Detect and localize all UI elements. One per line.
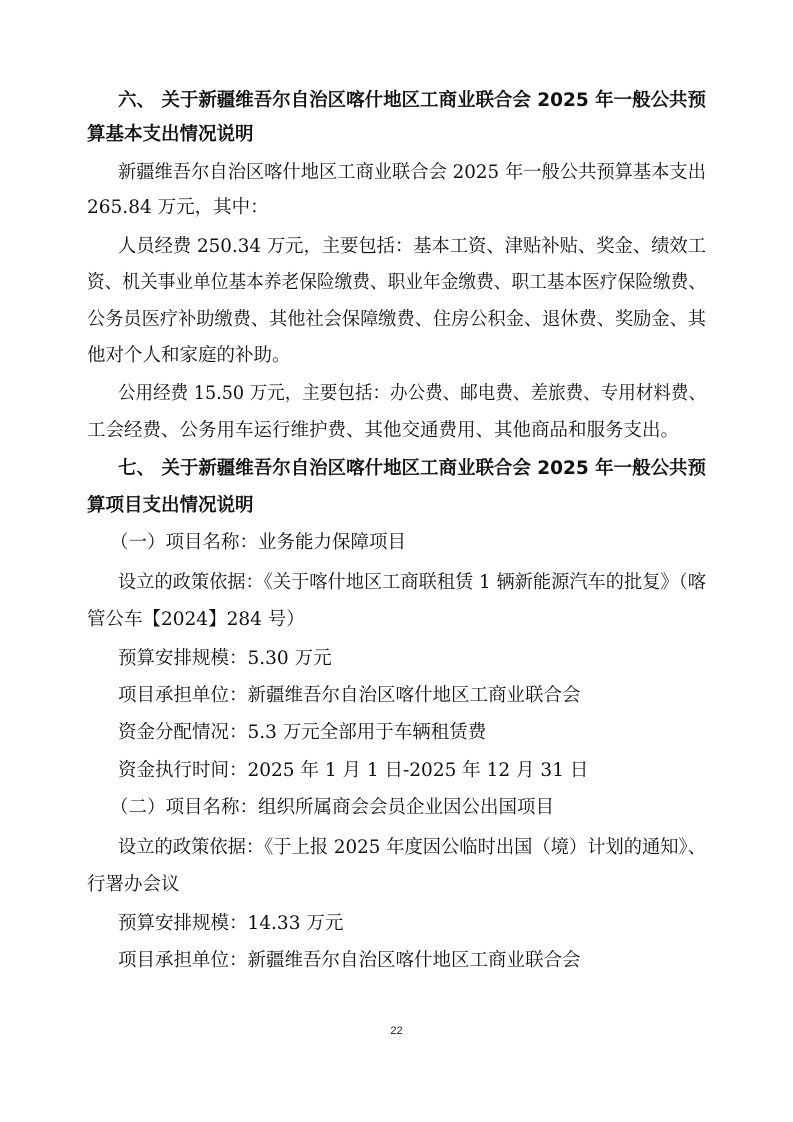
project1-basis-line2 (0, 603, 793, 637)
section6-public-line1 (0, 377, 793, 411)
section7-heading-line1 (0, 452, 793, 486)
section6-summary-line2 (0, 191, 793, 225)
paragraph-text: 项目承担单位：新疆维吾尔自治区喀什地区工商业联合会 (118, 950, 581, 971)
section6-heading-line2 (0, 118, 793, 152)
section7-heading-text: 算项目支出情况说明 (87, 495, 254, 516)
section6-summary-line1 (0, 156, 793, 190)
project1-allocation-line (0, 716, 793, 750)
paragraph-text: 资、机关事业单位基本养老保险缴费、职业年金缴费、职工基本医疗保险缴费、 (87, 272, 707, 293)
paragraph-text: 项目承担单位：新疆维吾尔自治区喀什地区工商业联合会 (118, 685, 581, 706)
section6-personnel-line3 (0, 303, 793, 337)
section6-personnel-line4 (0, 339, 793, 373)
section6-heading-text: 六、 关于新疆维吾尔自治区喀什地区工商业联合会 2025 年一般公共预 (118, 90, 707, 111)
project2-basis-line1 (0, 831, 793, 865)
project1-period-line (0, 754, 793, 788)
paragraph-text: 资金执行时间：2025 年 1 月 1 日-2025 年 12 月 31 日 (118, 760, 589, 781)
project2-name-line (0, 791, 793, 825)
section6-personnel-line2 (0, 266, 793, 300)
paragraph-text: 管公车【2024】284 号） (87, 609, 305, 630)
project1-scale-line (0, 642, 793, 676)
project-name: （二）项目名称：组织所属商会会员企业因公出国项目 (110, 797, 555, 818)
section6-public-line2 (0, 414, 793, 448)
project2-unit-line (0, 944, 793, 978)
project1-unit-line (0, 679, 793, 713)
page-number: 22 (390, 1025, 403, 1037)
paragraph-text: 资金分配情况：5.3 万元全部用于车辆租赁费 (118, 722, 487, 743)
paragraph-text: 265.84 万元，其中： (87, 197, 269, 218)
section6-personnel-line1 (0, 230, 793, 264)
project1-basis-line1 (0, 566, 793, 600)
project1-name-line (0, 526, 793, 560)
paragraph-text: 预算安排规模：14.33 万元 (118, 913, 344, 934)
section7-heading-line2 (0, 489, 793, 523)
paragraph-text: 行署办会议 (87, 874, 180, 895)
section6-heading-text: 算基本支出情况说明 (87, 124, 254, 145)
paragraph-text: 工会经费、公务用车运行维护费、其他交通费用、其他商品和服务支出。 (87, 420, 680, 441)
project2-scale-line (0, 907, 793, 941)
paragraph-text: 设立的政策依据：《于上报 2025 年度因公临时出国（境）计划的通知》、 (118, 837, 706, 858)
section7-heading-text: 七、 关于新疆维吾尔自治区喀什地区工商业联合会 2025 年一般公共预 (118, 458, 707, 479)
paragraph-text: 预算安排规模：5.30 万元 (118, 648, 332, 669)
project2-basis-line2 (0, 868, 793, 902)
paragraph-text: 公务员医疗补助缴费、其他社会保障缴费、住房公积金、退休费、奖励金、其 (87, 309, 707, 330)
paragraph-text: 新疆维吾尔自治区喀什地区工商业联合会 2025 年一般公共预算基本支出 (118, 162, 706, 183)
paragraph-text: 人员经费 250.34 万元，主要包括：基本工资、津贴补贴、奖金、绩效工 (118, 236, 707, 257)
paragraph-text: 他对个人和家庭的补助。 (87, 345, 291, 366)
paragraph-text: 设立的政策依据：《关于喀什地区工商联租赁 1 辆新能源汽车的批复》（喀 (118, 572, 706, 593)
project-name: （一）项目名称：业务能力保障项目 (110, 532, 407, 553)
section6-heading-line1 (0, 84, 793, 118)
paragraph-text: 公用经费 15.50 万元，主要包括：办公费、邮电费、差旅费、专用材料费、 (118, 383, 707, 404)
